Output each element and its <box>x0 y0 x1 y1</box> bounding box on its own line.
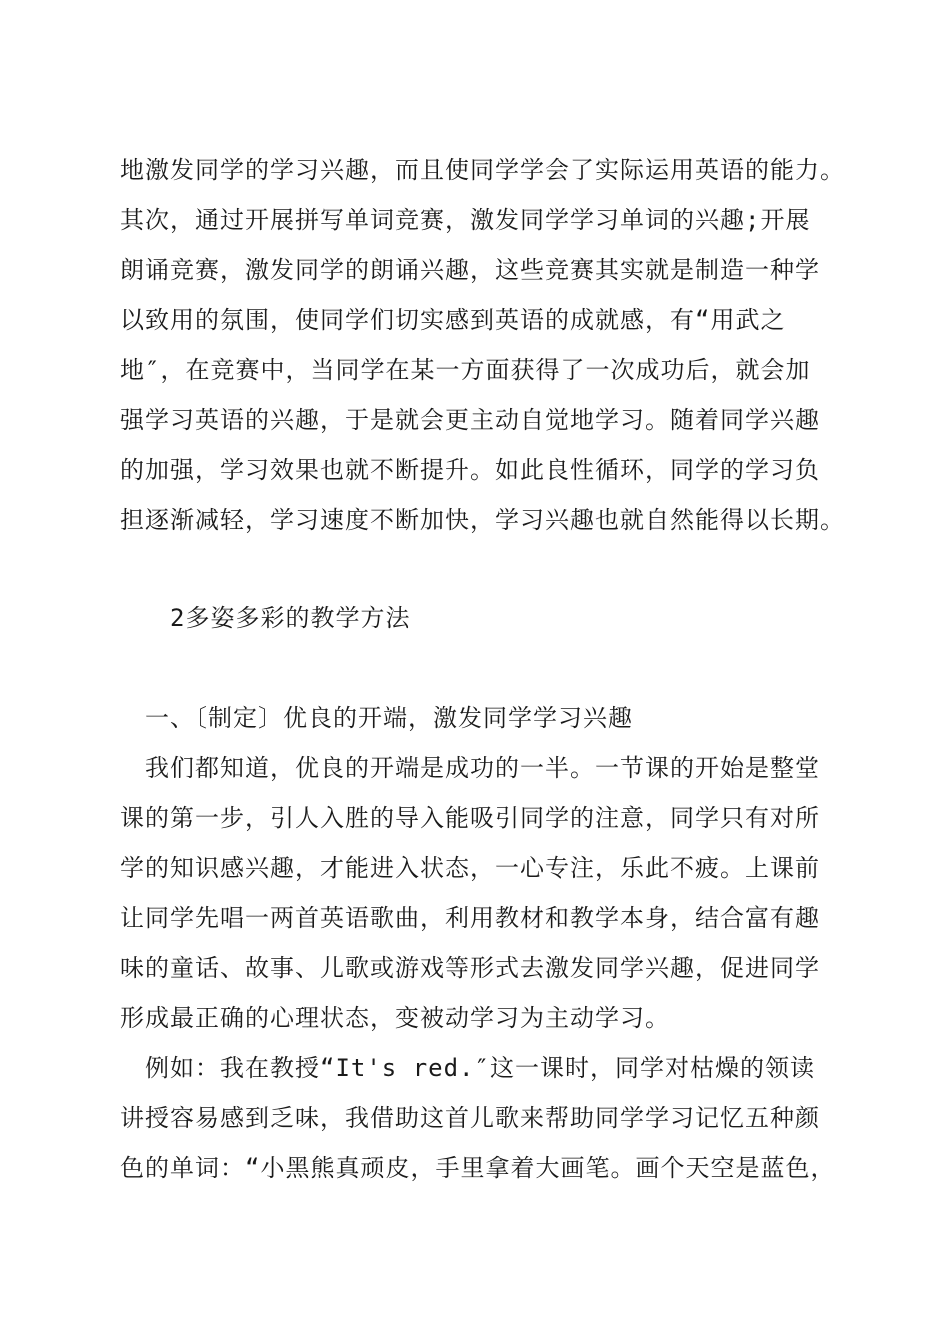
section-heading: 2多姿多彩的教学方法 <box>170 604 411 632</box>
paragraph1-line: 地″，在竞赛中，当同学在某一方面获得了一次成功后，就会加 <box>120 356 811 384</box>
paragraph1-line: 地激发同学的学习兴趣，而且使同学学会了实际运用英语的能力。 <box>120 156 845 184</box>
subheading: 一、〔制定〕优良的开端，激发同学学习兴趣 <box>145 704 633 732</box>
paragraph1-line: 其次，通过开展拼写单词竞赛，激发同学学习单词的兴趣;开展 <box>120 206 811 234</box>
paragraph2-line: 学的知识感兴趣，才能进入状态，一心专注，乐此不疲。上课前 <box>120 854 820 882</box>
paragraph1-line: 强学习英语的兴趣，于是就会更主动自觉地学习。随着同学兴趣 <box>120 406 820 434</box>
paragraph2-line: 我们都知道，优良的开端是成功的一半。一节课的开始是整堂 <box>145 754 820 782</box>
paragraph2-line: 让同学先唱一两首英语歌曲，利用教材和教学本身，结合富有趣 <box>120 904 820 932</box>
paragraph1-line: 的加强，学习效果也就不断提升。如此良性循环，同学的学习负 <box>120 456 820 484</box>
paragraph1-line: 朗诵竞赛，激发同学的朗诵兴趣，这些竞赛其实就是制造一种学 <box>120 256 820 284</box>
paragraph3-line: 例如：我在教授“It's red.″这一课时，同学对枯燥的领读 <box>145 1054 815 1082</box>
paragraph2-line: 课的第一步，引人入胜的导入能吸引同学的注意，同学只有对所 <box>120 804 820 832</box>
paragraph1-line: 担逐渐减轻，学习速度不断加快，学习兴趣也就自然能得以长期。 <box>120 506 845 534</box>
paragraph3-line: 讲授容易感到乏味，我借助这首儿歌来帮助同学学习记忆五种颜 <box>120 1104 820 1132</box>
paragraph2-line: 形成最正确的心理状态，变被动学习为主动学习。 <box>120 1004 670 1032</box>
paragraph2-line: 味的童话、故事、儿歌或游戏等形式去激发同学兴趣，促进同学 <box>120 954 820 982</box>
paragraph3-line: 色的单词：“小黑熊真顽皮，手里拿着大画笔。画个天空是蓝色， <box>120 1154 836 1182</box>
paragraph1-line: 以致用的氛围，使同学们切实感到英语的成就感，有“用武之 <box>120 306 786 334</box>
